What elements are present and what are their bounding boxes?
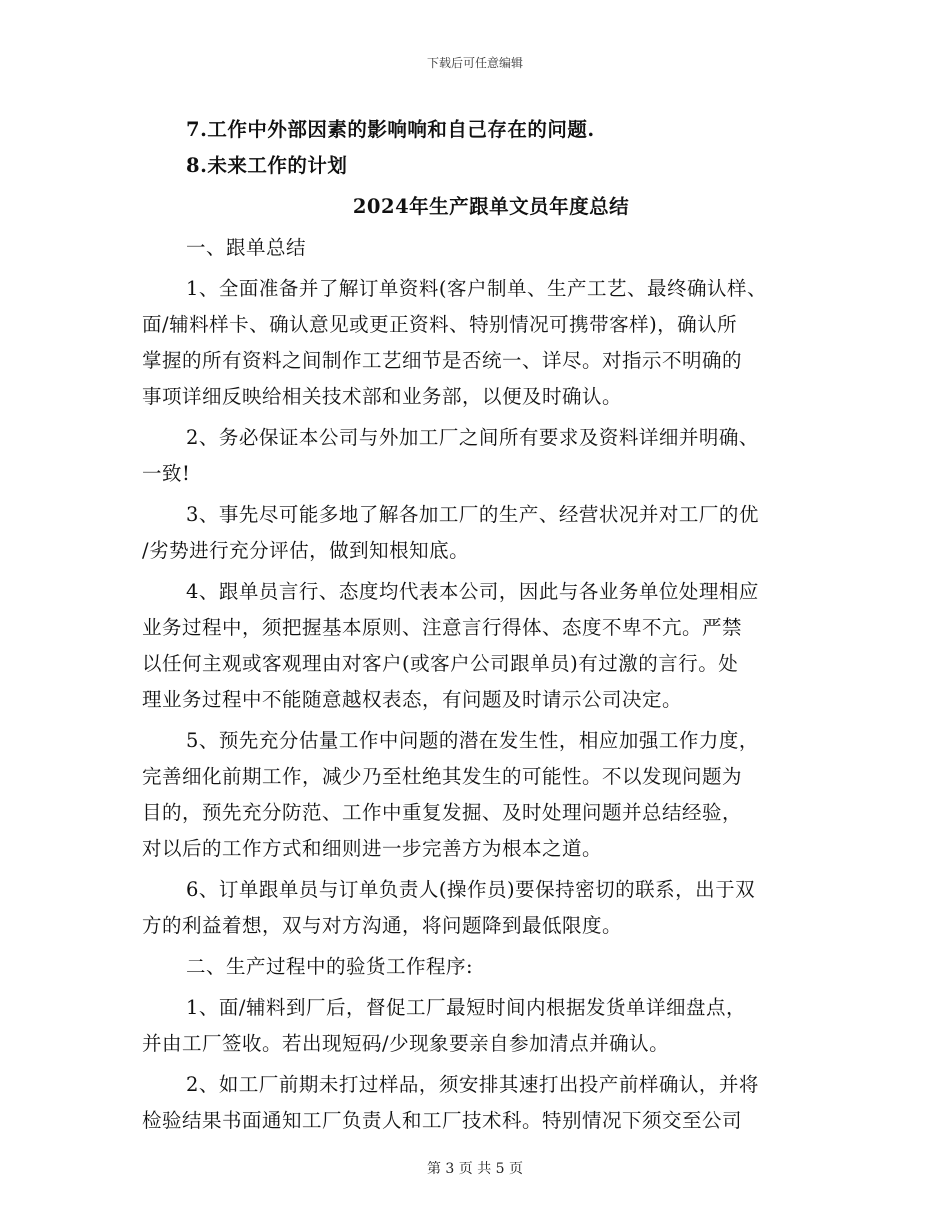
paragraph-1 xyxy=(142,271,810,415)
page-header: 下载后可任意编辑 xyxy=(426,56,523,70)
paragraph-line: 2、务必保证本公司与外加工厂之间所有要求及资料详细并明确、 xyxy=(186,426,759,449)
paragraph-line: 面/辅料样卡、确认意见或更正资料、特别情况可携带客样)，确认所 xyxy=(142,313,738,336)
paragraph-6 xyxy=(142,872,810,944)
paragraph-line: 6、订单跟单员与订单负责人(操作员)要保持密切的联系，出于双 xyxy=(186,878,756,901)
paragraph-2 xyxy=(142,420,810,492)
paragraph-line: 掌握的所有资料之间制作工艺细节是否统一、详尽。对指示不明确的 xyxy=(142,349,743,372)
document-body xyxy=(142,112,810,1139)
paragraph-line: 4、跟单员言行、态度均代表本公司，因此与各业务单位处理相应 xyxy=(186,580,759,603)
paragraph-7 xyxy=(142,990,810,1062)
document-title: 2024年生产跟单文员年度总结 xyxy=(352,195,630,218)
paragraph-line: 1、全面准备并了解订单资料(客户制单、生产工艺、最终确认样、 xyxy=(186,277,768,300)
paragraph-line: 并由工厂签收。若出现短码/少现象要亲自参加清点并确认。 xyxy=(142,1032,670,1055)
section-heading-2: 二、生产过程中的验货工作程序: xyxy=(186,955,474,978)
paragraph-line: 理业务过程中不能随意越权表态，有问题及时请示公司决定。 xyxy=(142,688,683,711)
paragraph-line: 3、事先尽可能多地了解各加工厂的生产、经营状况并对工厂的优 xyxy=(186,503,759,526)
paragraph-5 xyxy=(142,723,810,867)
paragraph-line: 检验结果书面通知工厂负责人和工厂技术科。特别情况下须交至公司 xyxy=(142,1109,743,1132)
paragraph-8 xyxy=(142,1067,810,1139)
page-footer: 第 3 页 共 5 页 xyxy=(426,1161,524,1177)
intro-item-7: 7.工作中外部因素的影响响和自己存在的问题. xyxy=(186,118,595,141)
section-heading-1: 一、跟单总结 xyxy=(186,236,307,259)
paragraph-line: /劣势进行充分评估，做到知根知底。 xyxy=(142,539,470,562)
paragraph-3 xyxy=(142,497,810,569)
paragraph-line: 对以后的工作方式和细则进一步完善方为根本之道。 xyxy=(142,837,603,860)
paragraph-line: 业务过程中，须把握基本原则、注意言行得体、态度不卑不亢。严禁 xyxy=(142,616,743,639)
paragraph-line: 一致! xyxy=(142,462,191,485)
intro-item-8: 8.未来工作的计划 xyxy=(186,154,348,177)
paragraph-line: 事项详细反映给相关技术部和业务部，以便及时确认。 xyxy=(142,385,623,408)
paragraph-line: 目的，预先充分防范、工作中重复发掘、及时处理问题并总结经验， xyxy=(142,801,743,824)
paragraph-line: 1、面/辅料到厂后，督促工厂最短时间内根据发货单详细盘点， xyxy=(186,996,746,1019)
paragraph-line: 以任何主观或客观理由对客户(或客户公司跟单员)有过激的言行。处 xyxy=(142,652,739,675)
paragraph-line: 方的利益着想，双与对方沟通，将问题降到最低限度。 xyxy=(142,914,623,937)
paragraph-line: 5、预先充分估量工作中问题的潜在发生性，相应加强工作力度， xyxy=(186,729,759,752)
paragraph-line: 2、如工厂前期未打过样品，须安排其速打出投产前样确认，并将 xyxy=(186,1073,759,1096)
paragraph-4 xyxy=(142,574,810,718)
paragraph-line: 完善细化前期工作，减少乃至杜绝其发生的可能性。不以发现问题为 xyxy=(142,765,743,788)
